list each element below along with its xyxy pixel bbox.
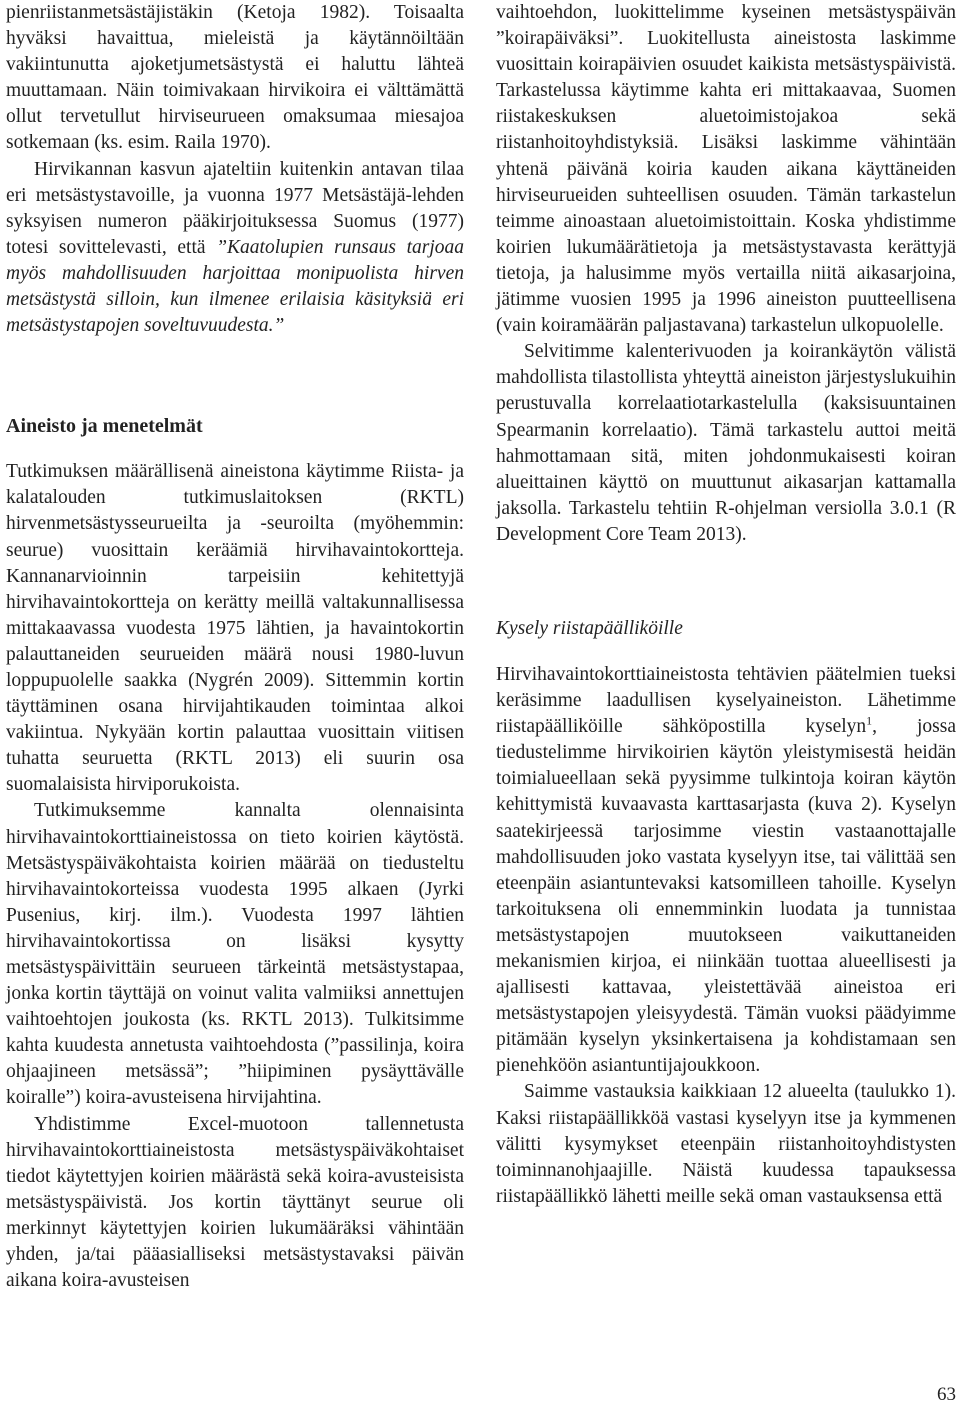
section-heading: Aineisto ja menetelmät: [6, 415, 203, 438]
paragraph: Selvitimme kalenterivuoden ja koirankäytön välistä mahdollista tilastollista yhteyttä aineiston järjestyslukuihin perustuvalla korrelaatiotarkastelulla (kaksisuuntainen Spearmanin korrelaatio). Tämä tarkastelu auttoi meitä hahmottamaan sitä, miten johdonmukaisesti koiran alueittainen käyttö on muuttunut aikasarjan kattamalla jaksolla. Tarkastelu tehtiin R-ohjelman versiolla 3.0.1 (R Development Core Team 2013).: [496, 341, 956, 545]
paragraph-text: , jossa tiedustelimme hirvikoirien käytön yleistymisestä heidän toimialueellaan sekä pyysimme tulkintoja koiran käytön kehittymistä kuvaavasta karttasarjasta (kuva 2). Kyselyn saatekirjeessä tarjosimme viestin vastaanottajalle mahdollisuuden joko vastata kyselyyn itse, tai välittää sen eteenpäin asiantuntevaksi katsomilleen tahoille. Kyselyn tarkoituksena oli ennemminkin luodata ja tunnistaa metsästystapojen muutokseen vaikuttaneiden mekanismien kirjoa, ei niinkään tuottaa alueellisesti ja ajallisesti kattavaa, yleistettävää aineistoa eri metsästystapojen yleisyydestä. Tämän vuoksi päädyimme pitämään kyselyn yksinkertaisena ja kohdistamaan sen pienehköön asiantuntijajoukkoon.: [496, 716, 956, 1077]
paragraph-text: Hirvihavaintokorttiaineistosta tehtävien päätelmien tueksi keräsimme laadullisen kyselyaineiston. Lähetimme riistapäälliköille sähköpostilla kyselyn: [496, 663, 956, 738]
right-column: [496, 0, 956, 1210]
paragraph: pienriistanmetsästäjistäkin (Ketoja 1982). Toisaalta hyväksi havaittua, mieleistä ja käytännöiltään vakiintunutta ajoketjumetsästystä ei haluttu lähteä muuttamaan. Näin toimivakaan hirvikoira ei välttämättä ollut tervetullut hirviseurueen omaksumaa miesajoa sotkemaan (ks. esim. Raila 1970).: [6, 2, 464, 154]
paragraph: Yhdistimme Excel-muotoon tallennetusta hirvihavaintokorttiaineistosta metsästyspäiväkohtaiset tiedot käytettyjen koirien määrästä sekä koira-avusteisista metsästyspäivistä. Jos kortin täyttänyt seurue oli merkinnyt käytettyjen koirien lukumääräksi vähintään yhden, ja/tai pääasialliseksi metsästystavaksi päivän aikana koira-avusteisen: [6, 1113, 464, 1292]
paragraph: [496, 662, 956, 1080]
footnote-marker: 1: [866, 713, 873, 728]
paragraph-text: Hirvikannan kasvun ajateltiin kuitenkin antavan tilaa eri metsästystavoille, ja vuonna 1977 Metsästäjä-lehden syksyisen numeron pääkirjoituksessa Suomus (1977) totesi sovittelevasti, että: [6, 158, 464, 258]
left-column: [6, 0, 464, 1294]
subsection-heading: Kysely riistapäälliköille: [496, 617, 683, 639]
page-number: 63: [937, 1384, 956, 1405]
paragraph: vaihtoehdon, luokittelimme kyseinen metsästyspäivän ”koirapäiväksi”. Luokitellusta aineistosta laskimme vuosittain koirapäivien osuudet kaikista metsästyspäivistä. Tarkastelussa käytimme kahta eri mittakaavaa, Suomen riistakeskuksen aluetoimistojakoa sekä riistanhoitoyhdistyksiä. Lisäksi laskimme vähintään yhtenä päivänä koiria kauden aikana käyttäneiden hirviseurueiden suhteellisen osuuden. Tämän tarkastelun teimme ainoastaan aluetoimistoittain. Koska yhdistimme koirien lukumäärätietoja ja metsästystavasta kerättyjä tietoja, ja halusimme myös vertailla niitä aikasarjoina, jätimme vuosien 1995 ja 1996 aineiston puutteellisena (vain koiramäärän paljastavana) tarkastelun ulkopuolelle.: [496, 2, 956, 337]
quotation: ”Kaatolupien runsaus tarjoaa myös mahdollisuuden harjoittaa monipuolista hirven metsästystä silloin, kun ilmenee erilaisia käsityksiä eri metsästystapojen soveltuvuudesta.”: [6, 236, 465, 337]
paragraph: Tutkimuksemme kannalta olennaisinta hirvihavaintokorttiaineistossa on tieto koirien käytöstä. Metsästyspäiväkohtaista koirien määrää on tiedusteltu hirvihavaintokorteissa vuodesta 1995 alkaen (Jyrki Pusenius, kirj. ilm.). Vuodesta 1997 lähtien hirvihavaintokortissa on lisäksi kysytty metsästyspäivittäin seurueen tärkeintä metsästystapaa, jonka kortin täyttäjä on voinut valita valmiiksi annettujen vaihtoehtojen joukosta (ks. RKTL 2013). Tulkitsimme kahta kuudesta annetusta vaihtoehdosta (”passilinja, koira ohjaajineen metsässä”; ”hiipiminen pysäyttävälle koiralle”) koira-avusteisena hirvijahtina.: [6, 800, 464, 1109]
paragraph: Saimme vastauksia kaikkiaan 12 alueelta (taulukko 1). Kaksi riistapäällikköä vastasi kyselyyn itse ja kymmenen välitti kysymykset eteenpäin riistanhoitoyhdistysten toiminnanohjaajille. Näistä kuudessa tapauksessa riistapäällikkö lähetti meille sekä oman vastauksensa että: [496, 1081, 956, 1207]
paragraph: Tutkimuksen määrällisenä aineistona käytimme Riista- ja kalatalouden tutkimuslaitoksen (RKTL) hirvenmetsästysseurueilta ja -seuroilta (myöhemmin: seurue) vuosittain keräämiä hirvihavaintokortteja. Kannanarvioinnin tarpeisiin kehitettyjä hirvihavaintokortteja on kerätty meillä valtakunnallisessa mittakaavassa vuodesta 1975 lähtien, ja havaintokortin palauttaneiden seurueiden määrä nousi 1980-luvun loppupuolelle saakka (Nygrén 2009). Sittemmin kortin täyttäminen osana hirvijahtikauden toimintaa alkoi vakiintua. Nykyään kortin palauttaa vuosittain viitisen tuhatta seuruetta (RKTL 2013) eli suurin osa suomalaisista hirviporukoista.: [6, 461, 464, 796]
paragraph: [6, 157, 464, 340]
